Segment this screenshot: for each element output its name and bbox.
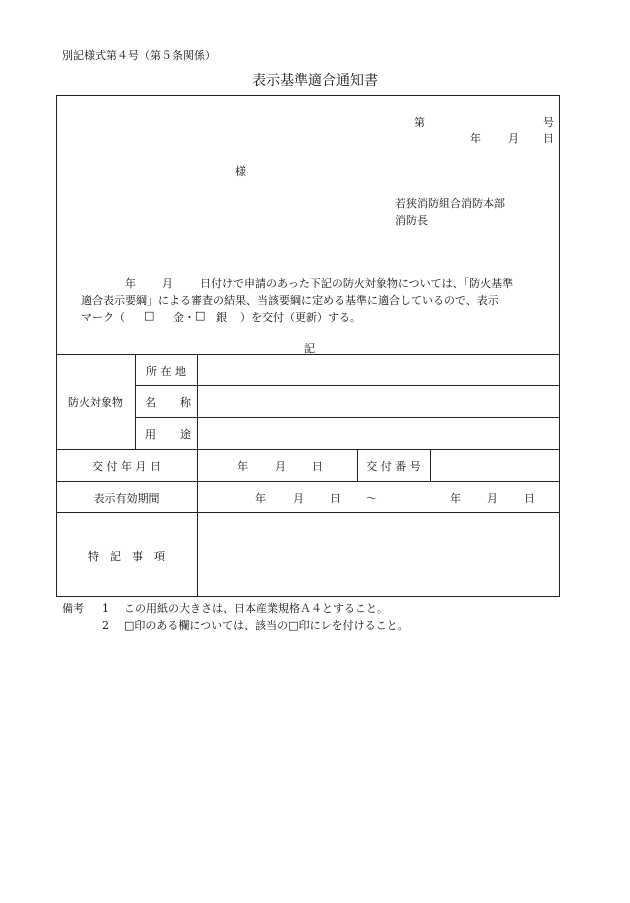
validity-to-day: 日 xyxy=(524,492,535,505)
body-month: 月 xyxy=(162,277,173,290)
addressee-suffix: 様 xyxy=(235,165,246,178)
ki-heading: 記 xyxy=(304,342,315,355)
body-line2: 適合表示要綱」による審査の結果、当該要綱に定める基準に適合しているので、表示 xyxy=(81,294,499,307)
note-number: 1 xyxy=(102,602,109,615)
doc-number-suffix: 号 xyxy=(543,116,554,129)
name-label-b: 称 xyxy=(180,396,191,409)
issue-day: 日 xyxy=(312,460,323,473)
silver-label: 銀 xyxy=(216,311,227,324)
validity-from-month: 月 xyxy=(293,492,304,505)
name-label-a: 名 xyxy=(145,396,156,409)
note-text: □印のある欄については、該当の□印にレを付けること。 xyxy=(124,619,409,632)
gold-checkbox[interactable]: □ xyxy=(144,309,155,322)
issue-date-label: 交 付 年 月 日 xyxy=(92,460,161,473)
gold-label: 金 xyxy=(173,311,184,324)
body-line3-prefix: マーク（ xyxy=(81,311,125,324)
validity-to-year: 年 xyxy=(450,492,461,505)
fire-object-label: 防火対象物 xyxy=(68,396,123,409)
validity-separator: ～ xyxy=(366,492,377,505)
document-title: 表示基準適合通知書 xyxy=(252,73,378,89)
body-year: 年 xyxy=(125,277,136,290)
use-label-a: 用 xyxy=(145,428,156,441)
location-label: 所 在 地 xyxy=(146,365,186,378)
use-label-b: 途 xyxy=(180,428,191,441)
doc-date-day: 日 xyxy=(543,132,554,145)
issuer-organization: 若狭消防組合消防本部 xyxy=(395,197,505,210)
body-line3-suffix: ）を交付（更新）する。 xyxy=(240,311,361,324)
validity-label: 表示有効期間 xyxy=(93,492,160,505)
doc-date-month: 月 xyxy=(508,132,519,145)
remarks-label: 特 記 事 項 xyxy=(88,550,165,563)
validity-from-day: 日 xyxy=(330,492,341,505)
validity-to-month: 月 xyxy=(487,492,498,505)
issue-number-label: 交 付 番 号 xyxy=(366,460,421,473)
doc-number-prefix: 第 xyxy=(414,116,425,129)
body-line1: 日付けで申請のあった下記の防火対象物については、「防火基準 xyxy=(200,277,514,290)
note-text: この用紙の大きさは、日本産業規格Ａ４とすること。 xyxy=(124,602,388,615)
doc-date-year: 年 xyxy=(470,132,481,145)
silver-checkbox[interactable]: □ xyxy=(195,309,206,322)
issuer-title: 消防長 xyxy=(395,214,428,227)
issue-month: 月 xyxy=(275,460,286,473)
mark-separator: ・ xyxy=(184,311,195,324)
issue-year: 年 xyxy=(237,460,248,473)
validity-from-year: 年 xyxy=(255,492,266,505)
form-reference: 別記様式第４号（第５条関係） xyxy=(62,49,216,62)
notes-label: 備考 xyxy=(62,602,84,615)
note-number: 2 xyxy=(102,619,109,632)
